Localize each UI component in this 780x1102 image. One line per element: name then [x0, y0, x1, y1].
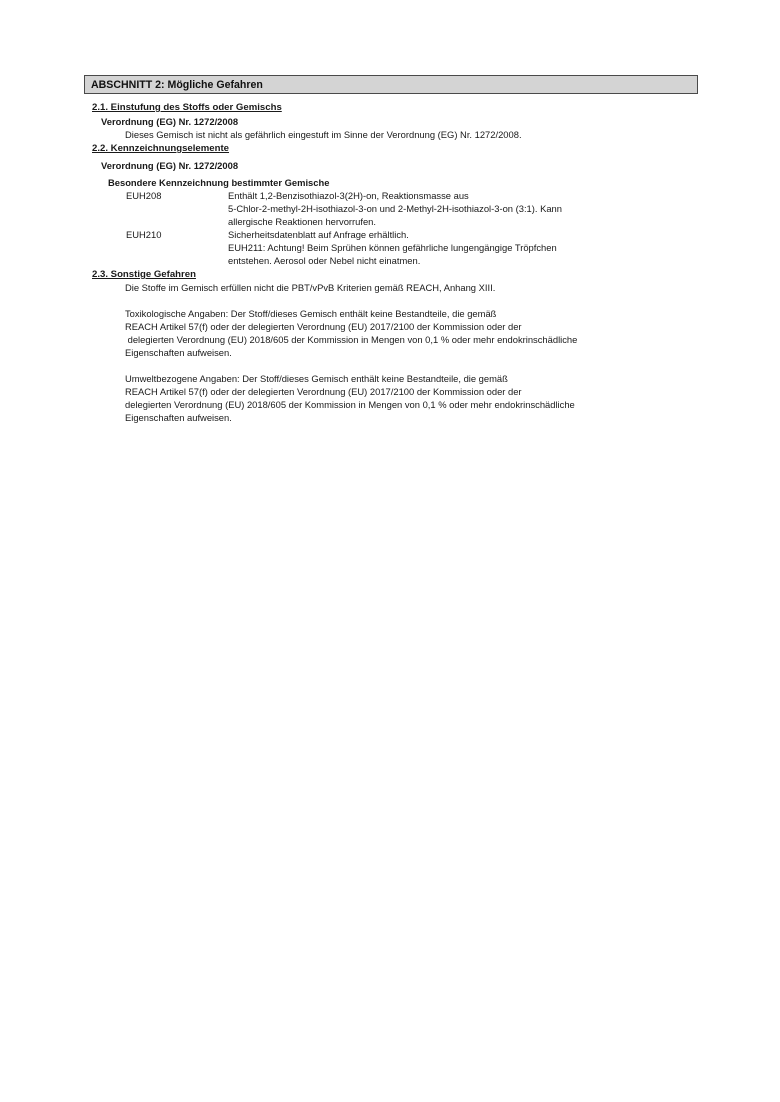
paragraph-line: Eigenschaften aufweisen. [125, 412, 232, 423]
regulation-title: Verordnung (EG) Nr. 1272/2008 [101, 116, 239, 127]
euh-text-line: 5-Chlor-2-methyl-2H-isothiazol-3-on und 2-Methyl-2H-isothiazol-3-on (3:1). Kann [228, 203, 562, 214]
subsection-2-3-heading: 2.3. Sonstige Gefahren [92, 269, 196, 280]
section-title: ABSCHNITT 2: Mögliche Gefahren [84, 75, 698, 94]
paragraph-line: Toxikologische Angaben: Der Stoff/dieses Gemisch enthält keine Bestandteile, die gemäß [125, 308, 497, 319]
classification-text: Dieses Gemisch ist nicht als gefährlich eingestuft im Sinne der Verordnung (EG) Nr. 1272/2008. [125, 129, 522, 140]
euh-text-line: Enthält 1,2-Benzisothiazol-3(2H)-on, Reaktionsmasse aus [228, 190, 469, 201]
euh-text [228, 189, 698, 228]
paragraph-line: delegierten Verordnung (EU) 2018/605 der Kommission in Mengen von 0,1 % oder mehr endokrinschädliche [125, 334, 578, 345]
euh-text [228, 228, 698, 267]
euh-text-line: allergische Reaktionen hervorrufen. [228, 216, 376, 227]
euh-text-line: entstehen. Aerosol oder Nebel nicht einatmen. [228, 255, 421, 266]
euh-code: EUH208 [126, 190, 162, 201]
paragraph-line: REACH Artikel 57(f) oder der delegierten Verordnung (EU) 2017/2100 der Kommission oder der [125, 386, 522, 397]
euh-text-line: Sicherheitsdatenblatt auf Anfrage erhältlich. [228, 229, 409, 240]
regulation-title: Verordnung (EG) Nr. 1272/2008 [101, 160, 239, 171]
euh-statement-row [84, 228, 698, 267]
paragraph-line: Eigenschaften aufweisen. [125, 347, 232, 358]
paragraph-line: delegierten Verordnung (EU) 2018/605 der Kommission in Mengen von 0,1 % oder mehr endokrinschädliche [125, 399, 575, 410]
euh-code: EUH210 [126, 229, 162, 240]
euh-text-line: EUH211: Achtung! Beim Sprühen können gefährliche lungengängige Tröpfchen [228, 242, 557, 253]
paragraph-line: REACH Artikel 57(f) oder der delegierten Verordnung (EU) 2017/2100 der Kommission oder der [125, 321, 522, 332]
toxicological-paragraph [84, 307, 698, 359]
environmental-paragraph [84, 372, 698, 424]
pbt-text: Die Stoffe im Gemisch erfüllen nicht die PBT/vPvB Kriterien gemäß REACH, Anhang XIII. [125, 282, 496, 293]
euh-statement-row [84, 189, 698, 228]
paragraph-line: Umweltbezogene Angaben: Der Stoff/dieses Gemisch enthält keine Bestandteile, die gemäß [125, 373, 508, 384]
subsection-2-2-heading: 2.2. Kennzeichnungselemente [92, 143, 230, 154]
special-labelling-title: Besondere Kennzeichnung bestimmter Gemische [108, 177, 330, 188]
subsection-2-1-heading: 2.1. Einstufung des Stoffs oder Gemischs [92, 102, 282, 113]
sds-page [84, 75, 698, 424]
